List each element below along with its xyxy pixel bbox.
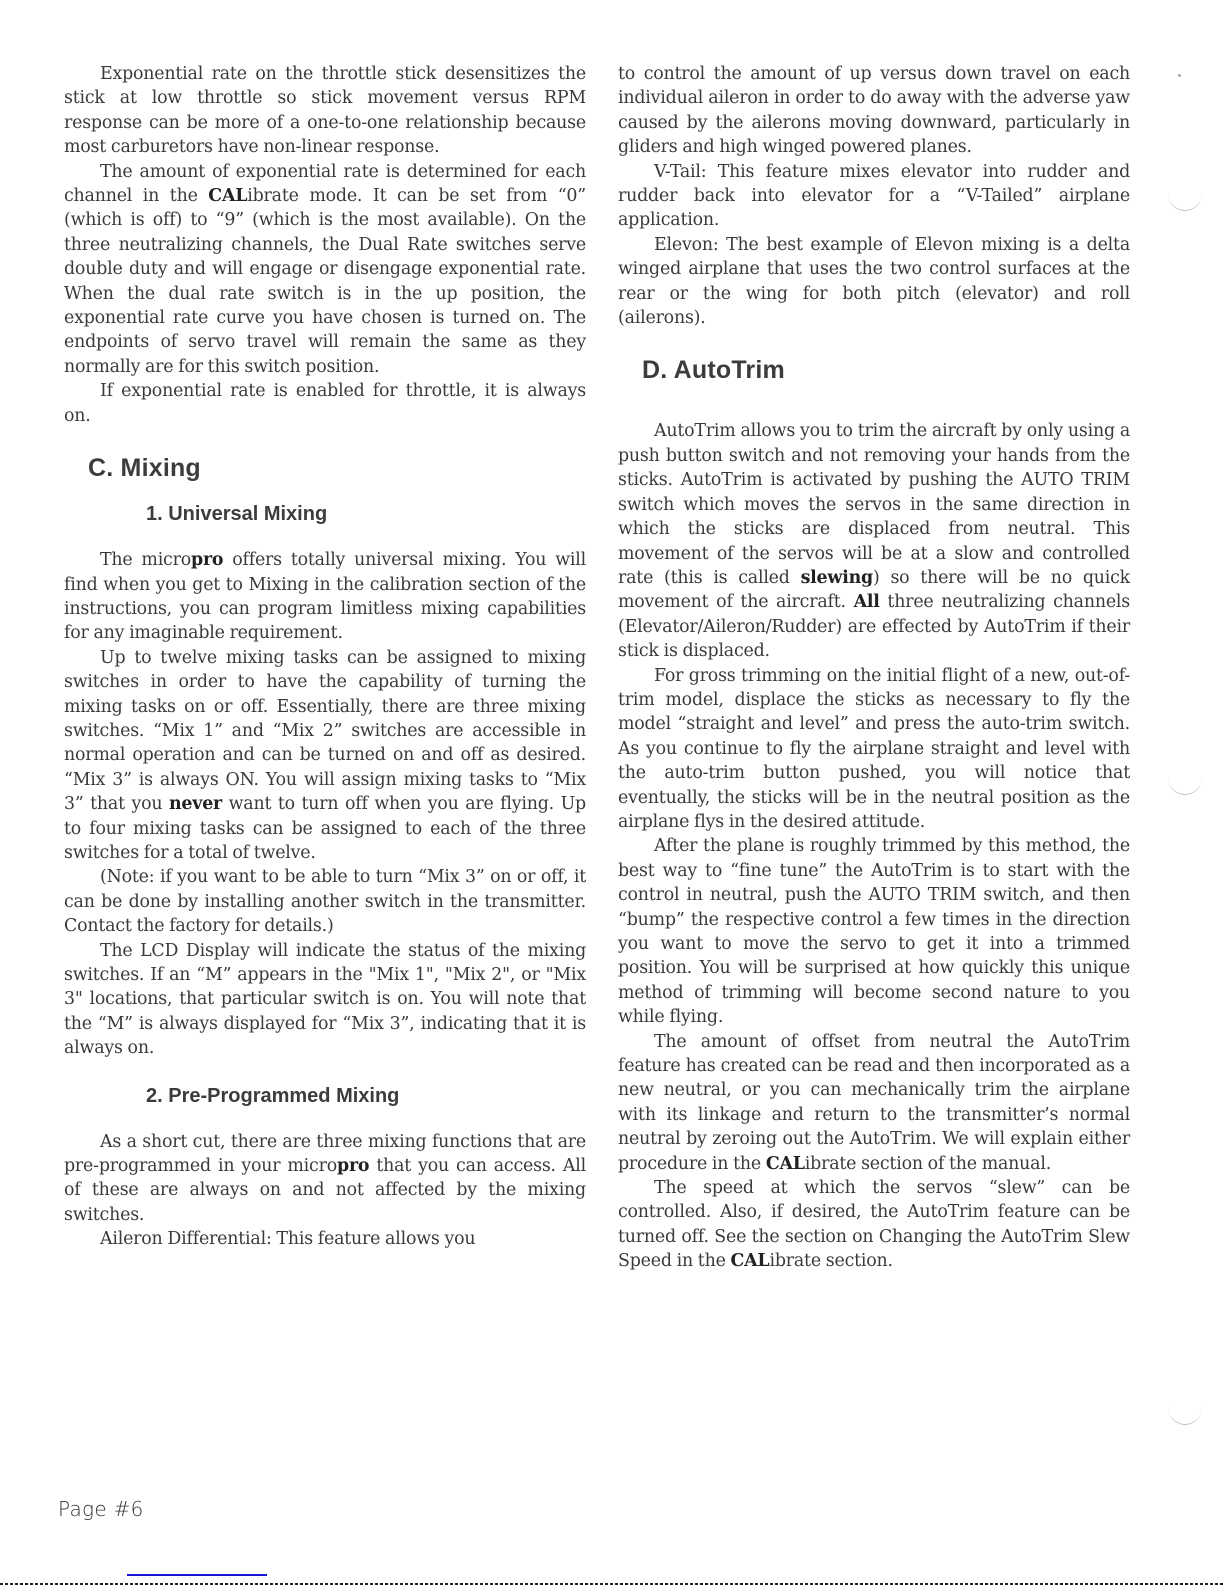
paragraph-mixing-switches bbox=[64, 646, 586, 866]
paragraph-note bbox=[64, 865, 586, 938]
paragraph-fine-tune bbox=[618, 834, 1130, 1029]
text: As a short cut, there are three mixing functions that are pre-programmed in your micro bbox=[64, 1131, 586, 1177]
paragraph-elevon bbox=[618, 233, 1130, 331]
bold-pro: pro bbox=[190, 550, 224, 571]
bold-slewing: slewing bbox=[800, 567, 874, 588]
paragraph-aileron-differential bbox=[64, 1227, 586, 1251]
text: that you can access. All of these are always on and not affected by the mixing switches. bbox=[64, 1156, 586, 1225]
page-number: Page #6 bbox=[58, 1497, 144, 1521]
text: to control the amount of up versus down travel on each individual aileron in order to do away with the adverse yaw caused by the ailerons moving downward, particularly in gliders and high winged powered planes. bbox=[618, 64, 1130, 158]
paragraph-universal-mixing bbox=[64, 548, 586, 646]
text: ibrate mode. It can be set from “0” (which is off) to “9” (which is the most available). On the three neutralizing channels, the Dual Rate switches serve double duty and will engage or disengage exponential rate. When the dual rate switch is in the up position, the exponential rate curve you have chosen is turned on. The endpoints of servo travel will remain the same as they normally are for this switch position. bbox=[64, 186, 586, 377]
paragraph-lcd-display bbox=[64, 939, 586, 1061]
heading-preprogrammed-mixing: 2. Pre-Programmed Mixing bbox=[146, 1084, 400, 1107]
scan-margin-mark bbox=[1168, 760, 1202, 795]
text: Exponential rate on the throttle stick desensitizes the stick at low throttle so stick movement versus RPM response can be more of a one-to-one relationship because most carburetors have non-linear response. bbox=[64, 64, 586, 158]
scan-blue-line bbox=[127, 1574, 267, 1576]
scan-margin-mark bbox=[1168, 176, 1202, 211]
bold-all: All bbox=[853, 592, 880, 613]
paragraph-preprogrammed bbox=[64, 1130, 586, 1228]
text: offers totally universal mixing. You will find when you get to Mixing in the calibration section of the instructions, you can program limitless mixing capabilities for any imaginable requirement. bbox=[64, 550, 586, 644]
text: AutoTrim allows you to trim the aircraft by only using a push button switch and not removing your hands from the sticks. AutoTrim is activated by pushing the AUTO TRIM switch which moves the servos in the same direction in which the sticks are displaced from neutral. This movement of the servos will be at a slow and controlled rate (this is called bbox=[618, 421, 1130, 588]
text: The speed at which the servos “slew” can be controlled. Also, if desired, the AutoTrim feature can be turned off. See the section on Changing the AutoTrim Slew Speed in the bbox=[618, 1178, 1130, 1272]
heading-universal-mixing: 1. Universal Mixing bbox=[146, 503, 328, 526]
paragraph-offset bbox=[618, 1030, 1130, 1176]
text: ibrate section of the manual. bbox=[804, 1153, 1052, 1174]
bold-cal: CAL bbox=[730, 1251, 770, 1272]
paragraph-autotrim-intro bbox=[618, 419, 1130, 663]
text: After the plane is roughly trimmed by this method, the best way to “fine tune” the AutoTrim is to start with the control in neutral, push the AUTO TRIM switch, and then “bump” the respective control a few times in the direction you want to move the servo to get it into a trimmed position. You will be surprised at how quickly this unique method of trimming will become second nature to you while flying. bbox=[618, 836, 1130, 1028]
paragraph-throttle-expo bbox=[64, 62, 586, 160]
text: If exponential rate is enabled for throttle, it is always on. bbox=[64, 381, 586, 426]
paragraph-gross-trimming bbox=[618, 664, 1130, 835]
text: V-Tail: This feature mixes elevator into rudder and rudder back into elevator for a “V-Tailed” airplane application. bbox=[618, 161, 1130, 231]
text: want to turn off when you are flying. Up to four mixing tasks can be assigned to each of the three switches for a total of twelve. bbox=[64, 794, 586, 863]
bold-cal: CAL bbox=[765, 1153, 805, 1174]
text: Elevon: The best example of Elevon mixing is a delta winged airplane that uses the two control surfaces at the rear or the wing for both pitch (elevator) and roll (ailerons). bbox=[618, 234, 1130, 329]
text: The amount of offset from neutral the AutoTrim feature has created can be read and then incorporated as a new neutral, or you can mechanically trim the airplane with its linkage and return to the transmitter’s normal neutral by zeroing out the AutoTrim. We will explain either procedure in the bbox=[618, 1031, 1130, 1174]
heading-mixing: C. Mixing bbox=[88, 454, 201, 483]
heading-autotrim: D. AutoTrim bbox=[642, 356, 785, 385]
text: Up to twelve mixing tasks can be assigned to mixing switches in order to have the capability of turning the mixing tasks on or off. Essentially, there are three mixing switches. “Mix 1” and “Mix 2” switches are accessible in normal operation and can be turned on and off as desired. “Mix 3” is always ON. You will assign mixing tasks to “Mix 3” that you bbox=[64, 647, 586, 815]
scan-dot bbox=[1178, 74, 1181, 77]
scan-margin-mark bbox=[1168, 1390, 1202, 1425]
paragraph-expo-throttle bbox=[64, 379, 586, 428]
paragraph-expo-amount bbox=[64, 160, 586, 380]
text: The LCD Display will indicate the status of the mixing switches. If an “M” appears in the "Mix 1", "Mix 2", or "Mix 3" locations, that particular switch is on. You will note that the “M” is always displayed for “Mix 3”, indicating that it is always on. bbox=[64, 940, 586, 1059]
text: three neutralizing channels (Elevator/Aileron/Rudder) are effected by AutoTrim if their stick is displaced. bbox=[618, 592, 1130, 662]
bold-cal: CAL bbox=[208, 186, 248, 207]
text: ibrate section. bbox=[769, 1251, 893, 1272]
paragraph-slew-speed bbox=[618, 1176, 1130, 1274]
text: Aileron Differential: This feature allows you bbox=[100, 1229, 476, 1250]
text: The amount of exponential rate is determined for each channel in the bbox=[64, 161, 586, 207]
text: ) so there will be no quick movement of the aircraft. bbox=[618, 567, 1130, 613]
bold-pro: pro bbox=[336, 1156, 370, 1177]
paragraph-v-tail bbox=[618, 160, 1130, 233]
bold-never: never bbox=[168, 794, 223, 815]
right-column bbox=[618, 62, 1130, 1274]
text: (Note: if you want to be able to turn “Mix 3” on or off, it can be done by installing another switch in the transmitter. Contact the factory for details.) bbox=[64, 867, 586, 937]
text: For gross trimming on the initial flight of a new, out-of-trim model, displace the sticks as necessary to fly the model “straight and level” and press the auto-trim switch. As you continue to fly the airplane straight and level with the auto-trim button pushed, you will notice that eventually, the sticks will be in the neutral position as the airplane flys in the desired attitude. bbox=[618, 665, 1130, 832]
paragraph-aileron-differential-cont bbox=[618, 62, 1130, 160]
text: The micro bbox=[100, 550, 191, 571]
left-column bbox=[64, 62, 586, 1252]
